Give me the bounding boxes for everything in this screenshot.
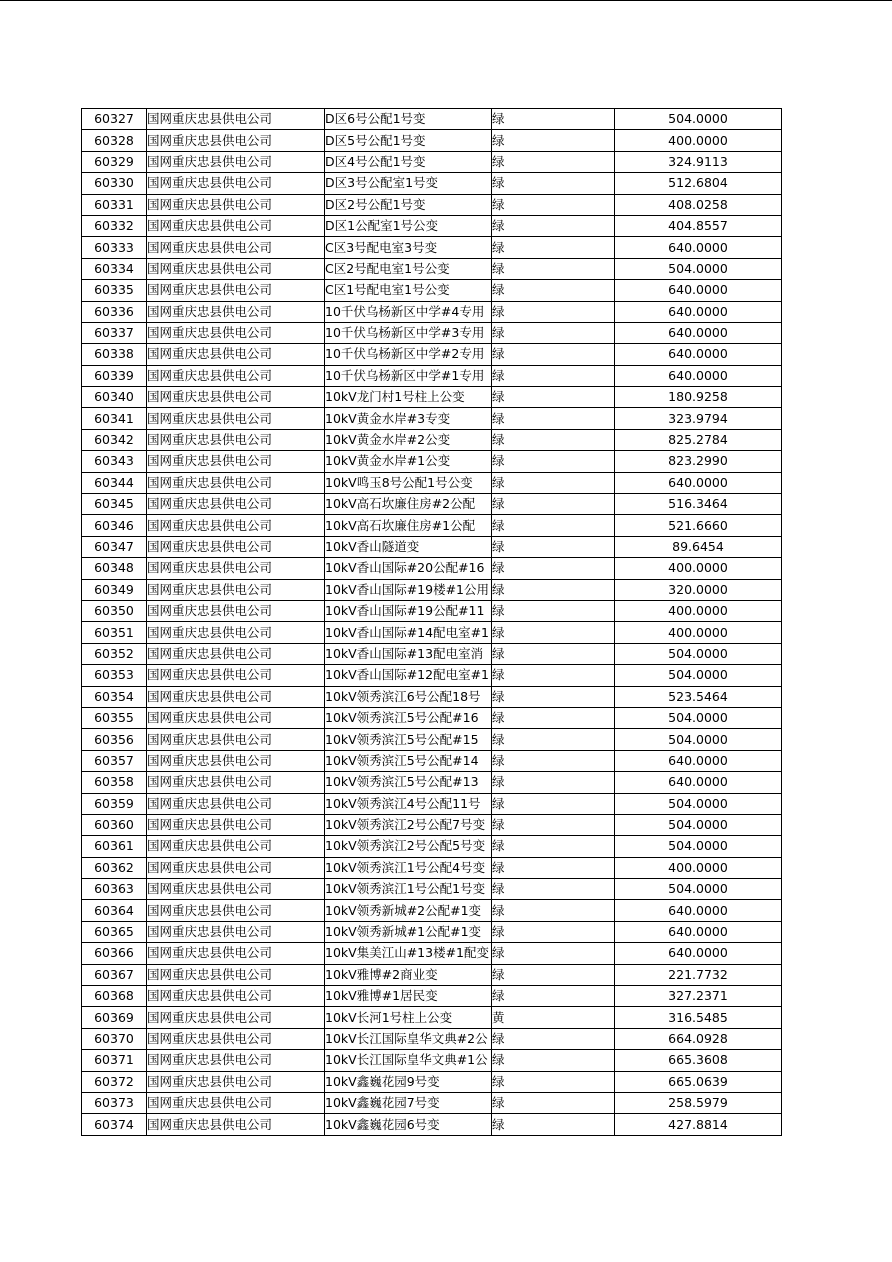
row-id-cell: 60327 <box>82 109 147 130</box>
value-cell: 640.0000 <box>615 900 782 921</box>
company-cell: 国网重庆忠县供电公司 <box>147 558 325 579</box>
table-row <box>82 622 782 643</box>
company-cell: 国网重庆忠县供电公司 <box>147 1007 325 1028</box>
row-id-cell: 60364 <box>82 900 147 921</box>
table-row <box>82 772 782 793</box>
transformer-name-cell: 10kV领秀滨江5号公配#13 <box>325 772 492 793</box>
company-cell: 国网重庆忠县供电公司 <box>147 215 325 236</box>
value-cell: 404.8557 <box>615 215 782 236</box>
value-cell: 504.0000 <box>615 707 782 728</box>
value-cell: 400.0000 <box>615 558 782 579</box>
row-id-cell: 60340 <box>82 387 147 408</box>
table-row <box>82 451 782 472</box>
transformer-name-cell: 10kV领秀滨江1号公配4号变 <box>325 857 492 878</box>
status-flag-cell: 绿 <box>492 665 615 686</box>
transformer-name-cell: 10千伏乌杨新区中学#2专用 <box>325 344 492 365</box>
row-id-cell: 60349 <box>82 579 147 600</box>
table-row <box>82 215 782 236</box>
company-cell: 国网重庆忠县供电公司 <box>147 515 325 536</box>
transformer-name-cell: 10kV领秀滨江1号公配1号变 <box>325 879 492 900</box>
company-cell: 国网重庆忠县供电公司 <box>147 130 325 151</box>
row-id-cell: 60352 <box>82 643 147 664</box>
value-cell: 320.0000 <box>615 579 782 600</box>
company-cell: 国网重庆忠县供电公司 <box>147 814 325 835</box>
company-cell: 国网重庆忠县供电公司 <box>147 729 325 750</box>
table-row <box>82 1092 782 1113</box>
transformer-name-cell: 10kV鑫巍花园7号变 <box>325 1092 492 1113</box>
table-row <box>82 814 782 835</box>
value-cell: 521.6660 <box>615 515 782 536</box>
status-flag-cell: 绿 <box>492 472 615 493</box>
row-id-cell: 60370 <box>82 1028 147 1049</box>
table-row <box>82 387 782 408</box>
transformer-name-cell: 10kV领秀滨江6号公配18号 <box>325 686 492 707</box>
table-row <box>82 729 782 750</box>
status-flag-cell: 绿 <box>492 494 615 515</box>
status-flag-cell: 黄 <box>492 1007 615 1028</box>
status-flag-cell: 绿 <box>492 322 615 343</box>
company-cell: 国网重庆忠县供电公司 <box>147 1114 325 1135</box>
table-row <box>82 280 782 301</box>
transformer-name-cell: 10kV鸣玉8号公配1号公变 <box>325 472 492 493</box>
table-row <box>82 151 782 172</box>
table-row <box>82 900 782 921</box>
row-id-cell: 60348 <box>82 558 147 579</box>
table-row <box>82 1071 782 1092</box>
row-id-cell: 60374 <box>82 1114 147 1135</box>
table-row <box>82 1028 782 1049</box>
company-cell: 国网重庆忠县供电公司 <box>147 879 325 900</box>
row-id-cell: 60330 <box>82 173 147 194</box>
status-flag-cell: 绿 <box>492 686 615 707</box>
status-flag-cell: 绿 <box>492 1050 615 1071</box>
company-cell: 国网重庆忠县供电公司 <box>147 194 325 215</box>
transformer-name-cell: 10kV领秀滨江4号公配11号 <box>325 793 492 814</box>
table-row <box>82 472 782 493</box>
row-id-cell: 60328 <box>82 130 147 151</box>
transformer-name-cell: 10kV雅博#1居民变 <box>325 986 492 1007</box>
row-id-cell: 60363 <box>82 879 147 900</box>
value-cell: 504.0000 <box>615 879 782 900</box>
transformer-name-cell: 10kV香山国际#20公配#16 <box>325 558 492 579</box>
table-row <box>82 558 782 579</box>
row-id-cell: 60350 <box>82 600 147 621</box>
company-cell: 国网重庆忠县供电公司 <box>147 536 325 557</box>
status-flag-cell: 绿 <box>492 451 615 472</box>
table-row <box>82 964 782 985</box>
value-cell: 327.2371 <box>615 986 782 1007</box>
transformer-name-cell: 10kV领秀滨江5号公配#16 <box>325 707 492 728</box>
transformer-name-cell: 10kV黄金水岸#1公变 <box>325 451 492 472</box>
table-row <box>82 857 782 878</box>
row-id-cell: 60339 <box>82 365 147 386</box>
transformer-name-cell: 10kV领秀新城#1公配#1变 <box>325 921 492 942</box>
status-flag-cell: 绿 <box>492 579 615 600</box>
value-cell: 640.0000 <box>615 365 782 386</box>
table-row <box>82 237 782 258</box>
company-cell: 国网重庆忠县供电公司 <box>147 793 325 814</box>
company-cell: 国网重庆忠县供电公司 <box>147 643 325 664</box>
value-cell: 323.9794 <box>615 408 782 429</box>
table-row <box>82 750 782 771</box>
transformer-name-cell: 10kV龙门村1号柱上公变 <box>325 387 492 408</box>
row-id-cell: 60333 <box>82 237 147 258</box>
row-id-cell: 60357 <box>82 750 147 771</box>
table-row <box>82 536 782 557</box>
table-row <box>82 194 782 215</box>
company-cell: 国网重庆忠县供电公司 <box>147 622 325 643</box>
status-flag-cell: 绿 <box>492 772 615 793</box>
value-cell: 258.5979 <box>615 1092 782 1113</box>
transformer-name-cell: 10kV领秀新城#2公配#1变 <box>325 900 492 921</box>
row-id-cell: 60338 <box>82 344 147 365</box>
transformer-name-cell: D区3号公配室1号变 <box>325 173 492 194</box>
row-id-cell: 60359 <box>82 793 147 814</box>
row-id-cell: 60362 <box>82 857 147 878</box>
status-flag-cell: 绿 <box>492 622 615 643</box>
value-cell: 512.6804 <box>615 173 782 194</box>
value-cell: 640.0000 <box>615 280 782 301</box>
row-id-cell: 60369 <box>82 1007 147 1028</box>
company-cell: 国网重庆忠县供电公司 <box>147 429 325 450</box>
row-id-cell: 60334 <box>82 258 147 279</box>
table-body <box>82 109 782 1136</box>
value-cell: 523.5464 <box>615 686 782 707</box>
data-table <box>81 108 782 1136</box>
table-row <box>82 836 782 857</box>
row-id-cell: 60347 <box>82 536 147 557</box>
status-flag-cell: 绿 <box>492 943 615 964</box>
value-cell: 504.0000 <box>615 109 782 130</box>
value-cell: 400.0000 <box>615 130 782 151</box>
status-flag-cell: 绿 <box>492 215 615 236</box>
status-flag-cell: 绿 <box>492 921 615 942</box>
row-id-cell: 60343 <box>82 451 147 472</box>
status-flag-cell: 绿 <box>492 879 615 900</box>
row-id-cell: 60335 <box>82 280 147 301</box>
status-flag-cell: 绿 <box>492 600 615 621</box>
transformer-name-cell: 10kV鑫巍花园9号变 <box>325 1071 492 1092</box>
value-cell: 823.2990 <box>615 451 782 472</box>
company-cell: 国网重庆忠县供电公司 <box>147 686 325 707</box>
row-id-cell: 60356 <box>82 729 147 750</box>
transformer-name-cell: C区1号配电室1号公变 <box>325 280 492 301</box>
status-flag-cell: 绿 <box>492 857 615 878</box>
value-cell: 665.0639 <box>615 1071 782 1092</box>
status-flag-cell: 绿 <box>492 750 615 771</box>
transformer-name-cell: 10千伏乌杨新区中学#1专用 <box>325 365 492 386</box>
company-cell: 国网重庆忠县供电公司 <box>147 1092 325 1113</box>
row-id-cell: 60371 <box>82 1050 147 1071</box>
table-row <box>82 173 782 194</box>
status-flag-cell: 绿 <box>492 258 615 279</box>
row-id-cell: 60346 <box>82 515 147 536</box>
row-id-cell: 60368 <box>82 986 147 1007</box>
status-flag-cell: 绿 <box>492 194 615 215</box>
company-cell: 国网重庆忠县供电公司 <box>147 665 325 686</box>
company-cell: 国网重庆忠县供电公司 <box>147 1050 325 1071</box>
status-flag-cell: 绿 <box>492 793 615 814</box>
status-flag-cell: 绿 <box>492 365 615 386</box>
row-id-cell: 60358 <box>82 772 147 793</box>
table-row <box>82 879 782 900</box>
transformer-name-cell: 10千伏乌杨新区中学#4专用 <box>325 301 492 322</box>
table-row <box>82 686 782 707</box>
status-flag-cell: 绿 <box>492 408 615 429</box>
transformer-name-cell: 10kV香山国际#19楼#1公用 <box>325 579 492 600</box>
transformer-name-cell: 10千伏乌杨新区中学#3专用 <box>325 322 492 343</box>
value-cell: 504.0000 <box>615 836 782 857</box>
transformer-name-cell: 10kV香山国际#12配电室#1 <box>325 665 492 686</box>
table-row <box>82 943 782 964</box>
company-cell: 国网重庆忠县供电公司 <box>147 451 325 472</box>
company-cell: 国网重庆忠县供电公司 <box>147 1028 325 1049</box>
row-id-cell: 60355 <box>82 707 147 728</box>
status-flag-cell: 绿 <box>492 109 615 130</box>
status-flag-cell: 绿 <box>492 151 615 172</box>
value-cell: 221.7732 <box>615 964 782 985</box>
status-flag-cell: 绿 <box>492 729 615 750</box>
company-cell: 国网重庆忠县供电公司 <box>147 494 325 515</box>
row-id-cell: 60344 <box>82 472 147 493</box>
status-flag-cell: 绿 <box>492 536 615 557</box>
row-id-cell: 60342 <box>82 429 147 450</box>
row-id-cell: 60337 <box>82 322 147 343</box>
company-cell: 国网重庆忠县供电公司 <box>147 707 325 728</box>
company-cell: 国网重庆忠县供电公司 <box>147 472 325 493</box>
status-flag-cell: 绿 <box>492 1114 615 1135</box>
value-cell: 316.5485 <box>615 1007 782 1028</box>
status-flag-cell: 绿 <box>492 173 615 194</box>
value-cell: 664.0928 <box>615 1028 782 1049</box>
transformer-name-cell: 10kV黄金水岸#2公变 <box>325 429 492 450</box>
transformer-name-cell: 10kV黄金水岸#3专变 <box>325 408 492 429</box>
status-flag-cell: 绿 <box>492 814 615 835</box>
status-flag-cell: 绿 <box>492 964 615 985</box>
table-row <box>82 301 782 322</box>
value-cell: 408.0258 <box>615 194 782 215</box>
row-id-cell: 60341 <box>82 408 147 429</box>
table-row <box>82 1050 782 1071</box>
transformer-name-cell: 10kV长江国际皇华文典#2公 <box>325 1028 492 1049</box>
status-flag-cell: 绿 <box>492 900 615 921</box>
status-flag-cell: 绿 <box>492 429 615 450</box>
company-cell: 国网重庆忠县供电公司 <box>147 943 325 964</box>
row-id-cell: 60366 <box>82 943 147 964</box>
company-cell: 国网重庆忠县供电公司 <box>147 237 325 258</box>
transformer-name-cell: 10kV雅博#2商业变 <box>325 964 492 985</box>
company-cell: 国网重庆忠县供电公司 <box>147 900 325 921</box>
status-flag-cell: 绿 <box>492 986 615 1007</box>
table-row <box>82 665 782 686</box>
value-cell: 504.0000 <box>615 258 782 279</box>
transformer-name-cell: D区1公配室1号公变 <box>325 215 492 236</box>
row-id-cell: 60367 <box>82 964 147 985</box>
company-cell: 国网重庆忠县供电公司 <box>147 344 325 365</box>
company-cell: 国网重庆忠县供电公司 <box>147 600 325 621</box>
row-id-cell: 60373 <box>82 1092 147 1113</box>
table-row <box>82 1114 782 1135</box>
value-cell: 400.0000 <box>615 600 782 621</box>
value-cell: 640.0000 <box>615 472 782 493</box>
company-cell: 国网重庆忠县供电公司 <box>147 280 325 301</box>
table-row <box>82 515 782 536</box>
transformer-name-cell: 10kV香山国际#19公配#11 <box>325 600 492 621</box>
table-row <box>82 365 782 386</box>
value-cell: 640.0000 <box>615 943 782 964</box>
status-flag-cell: 绿 <box>492 130 615 151</box>
value-cell: 640.0000 <box>615 322 782 343</box>
company-cell: 国网重庆忠县供电公司 <box>147 151 325 172</box>
table-row <box>82 600 782 621</box>
status-flag-cell: 绿 <box>492 387 615 408</box>
row-id-cell: 60354 <box>82 686 147 707</box>
table-row <box>82 1007 782 1028</box>
row-id-cell: 60345 <box>82 494 147 515</box>
value-cell: 516.3464 <box>615 494 782 515</box>
value-cell: 504.0000 <box>615 643 782 664</box>
value-cell: 504.0000 <box>615 793 782 814</box>
value-cell: 180.9258 <box>615 387 782 408</box>
value-cell: 825.2784 <box>615 429 782 450</box>
transformer-name-cell: 10kV长河1号柱上公变 <box>325 1007 492 1028</box>
value-cell: 504.0000 <box>615 729 782 750</box>
transformer-name-cell: C区2号配电室1号公变 <box>325 258 492 279</box>
status-flag-cell: 绿 <box>492 344 615 365</box>
transformer-name-cell: 10kV领秀滨江5号公配#14 <box>325 750 492 771</box>
row-id-cell: 60329 <box>82 151 147 172</box>
row-id-cell: 60360 <box>82 814 147 835</box>
transformer-name-cell: D区6号公配1号变 <box>325 109 492 130</box>
company-cell: 国网重庆忠县供电公司 <box>147 921 325 942</box>
status-flag-cell: 绿 <box>492 643 615 664</box>
table-row <box>82 130 782 151</box>
status-flag-cell: 绿 <box>492 558 615 579</box>
value-cell: 89.6454 <box>615 536 782 557</box>
company-cell: 国网重庆忠县供电公司 <box>147 109 325 130</box>
transformer-name-cell: 10kV长江国际皇华文典#1公 <box>325 1050 492 1071</box>
company-cell: 国网重庆忠县供电公司 <box>147 964 325 985</box>
company-cell: 国网重庆忠县供电公司 <box>147 322 325 343</box>
table-row <box>82 344 782 365</box>
company-cell: 国网重庆忠县供电公司 <box>147 301 325 322</box>
row-id-cell: 60336 <box>82 301 147 322</box>
value-cell: 504.0000 <box>615 665 782 686</box>
transformer-name-cell: 10kV领秀滨江5号公配#15 <box>325 729 492 750</box>
company-cell: 国网重庆忠县供电公司 <box>147 408 325 429</box>
company-cell: 国网重庆忠县供电公司 <box>147 750 325 771</box>
company-cell: 国网重庆忠县供电公司 <box>147 579 325 600</box>
value-cell: 427.8814 <box>615 1114 782 1135</box>
table-row <box>82 579 782 600</box>
table-row <box>82 429 782 450</box>
status-flag-cell: 绿 <box>492 280 615 301</box>
company-cell: 国网重庆忠县供电公司 <box>147 772 325 793</box>
company-cell: 国网重庆忠县供电公司 <box>147 173 325 194</box>
table-row <box>82 707 782 728</box>
table-row <box>82 109 782 130</box>
transformer-name-cell: 10kV香山国际#14配电室#1 <box>325 622 492 643</box>
status-flag-cell: 绿 <box>492 707 615 728</box>
table-row <box>82 643 782 664</box>
status-flag-cell: 绿 <box>492 515 615 536</box>
value-cell: 324.9113 <box>615 151 782 172</box>
status-flag-cell: 绿 <box>492 301 615 322</box>
row-id-cell: 60372 <box>82 1071 147 1092</box>
company-cell: 国网重庆忠县供电公司 <box>147 387 325 408</box>
status-flag-cell: 绿 <box>492 836 615 857</box>
status-flag-cell: 绿 <box>492 1092 615 1113</box>
row-id-cell: 60332 <box>82 215 147 236</box>
value-cell: 400.0000 <box>615 857 782 878</box>
table-row <box>82 258 782 279</box>
transformer-name-cell: 10kV领秀滨江2号公配5号变 <box>325 836 492 857</box>
value-cell: 640.0000 <box>615 750 782 771</box>
row-id-cell: 60351 <box>82 622 147 643</box>
transformer-name-cell: 10kV高石坎廉住房#1公配 <box>325 515 492 536</box>
table-row <box>82 986 782 1007</box>
value-cell: 640.0000 <box>615 301 782 322</box>
table-row <box>82 408 782 429</box>
value-cell: 640.0000 <box>615 921 782 942</box>
company-cell: 国网重庆忠县供电公司 <box>147 857 325 878</box>
transformer-name-cell: 10kV鑫巍花园6号变 <box>325 1114 492 1135</box>
table-row <box>82 494 782 515</box>
row-id-cell: 60365 <box>82 921 147 942</box>
row-id-cell: 60361 <box>82 836 147 857</box>
status-flag-cell: 绿 <box>492 237 615 258</box>
company-cell: 国网重庆忠县供电公司 <box>147 1071 325 1092</box>
table-row <box>82 793 782 814</box>
transformer-name-cell: 10kV香山国际#13配电室消 <box>325 643 492 664</box>
company-cell: 国网重庆忠县供电公司 <box>147 258 325 279</box>
transformer-name-cell: 10kV集美江山#13楼#1配变 <box>325 943 492 964</box>
transformer-name-cell: D区2号公配1号变 <box>325 194 492 215</box>
transformer-name-cell: C区3号配电室3号变 <box>325 237 492 258</box>
company-cell: 国网重庆忠县供电公司 <box>147 365 325 386</box>
table-row <box>82 322 782 343</box>
value-cell: 400.0000 <box>615 622 782 643</box>
row-id-cell: 60331 <box>82 194 147 215</box>
table-row <box>82 921 782 942</box>
value-cell: 640.0000 <box>615 237 782 258</box>
company-cell: 国网重庆忠县供电公司 <box>147 836 325 857</box>
row-id-cell: 60353 <box>82 665 147 686</box>
value-cell: 504.0000 <box>615 814 782 835</box>
transformer-name-cell: 10kV领秀滨江2号公配7号变 <box>325 814 492 835</box>
status-flag-cell: 绿 <box>492 1071 615 1092</box>
value-cell: 640.0000 <box>615 772 782 793</box>
transformer-name-cell: D区5号公配1号变 <box>325 130 492 151</box>
transformer-name-cell: 10kV香山隧道变 <box>325 536 492 557</box>
transformer-name-cell: D区4号公配1号变 <box>325 151 492 172</box>
company-cell: 国网重庆忠县供电公司 <box>147 986 325 1007</box>
transformer-name-cell: 10kV高石坎廉住房#2公配 <box>325 494 492 515</box>
value-cell: 640.0000 <box>615 344 782 365</box>
status-flag-cell: 绿 <box>492 1028 615 1049</box>
page-top-rule <box>0 0 892 1</box>
value-cell: 665.3608 <box>615 1050 782 1071</box>
